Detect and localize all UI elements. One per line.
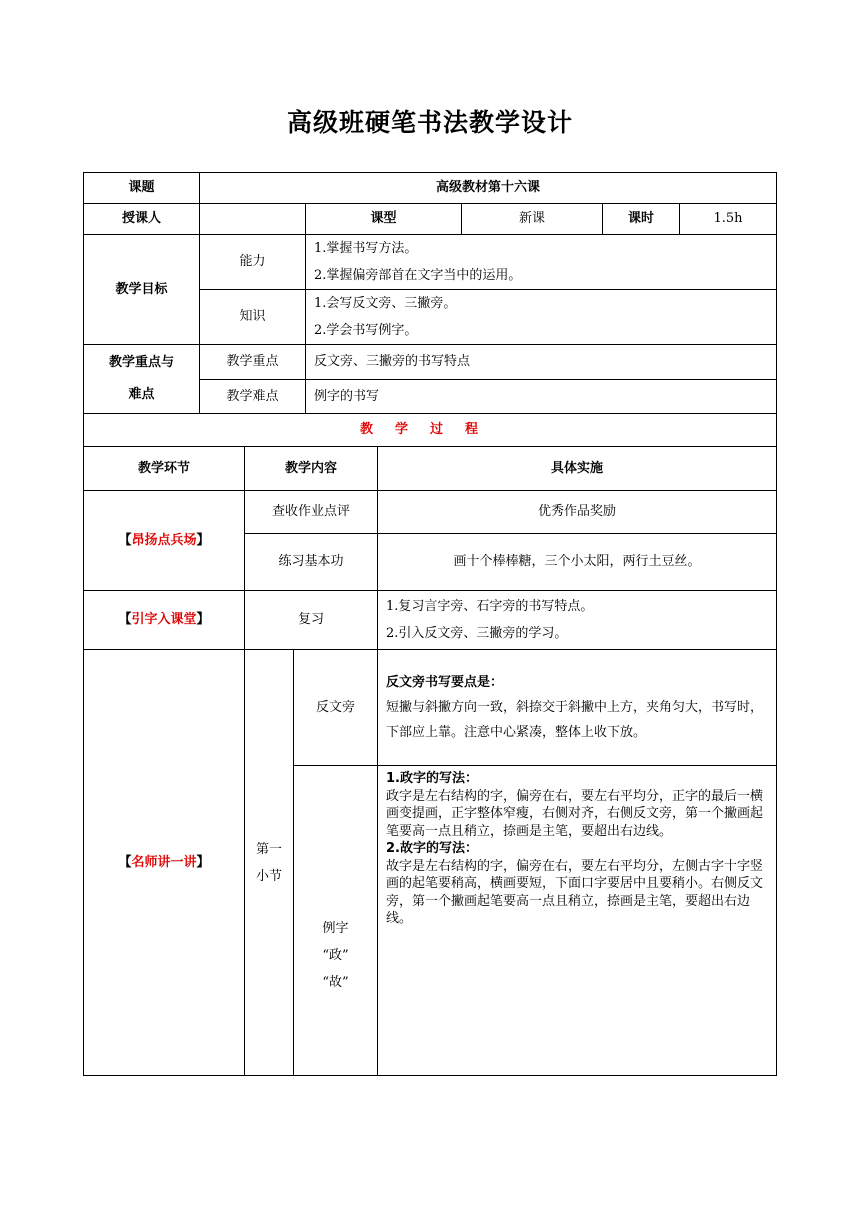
- header-section: 教学环节: [84, 447, 245, 491]
- topic-value: 高级教材第十六课: [200, 173, 777, 204]
- process-header-row: [84, 447, 777, 491]
- section2-content: 复习: [245, 591, 378, 650]
- teacher-value: [200, 204, 306, 235]
- example1-heading: 1.政字的写法：: [386, 771, 478, 786]
- section3-name: 名师讲一讲: [131, 854, 197, 870]
- duration-label: 课时: [603, 204, 680, 235]
- focus-row: [84, 345, 777, 380]
- key-points-label-line1: 教学重点与: [108, 355, 174, 370]
- section2-items: [378, 591, 777, 650]
- focus-label: 教学重点: [200, 345, 306, 380]
- header-content: 教学内容: [245, 447, 378, 491]
- ability-item: 1.掌握书写方法。: [314, 241, 418, 256]
- section1-impl-1: 优秀作品奖励: [378, 491, 777, 534]
- radical-text: 短撇与斜撇方向一致，斜捺交于斜撇中上方，夹角匀大，书写时，下部应上靠。注意中心紧凑，整体上收下放。: [386, 700, 764, 740]
- key-points-label-line2: 难点: [128, 387, 155, 402]
- section1-row-1: [84, 491, 777, 534]
- knowledge-label: 知识: [200, 290, 306, 345]
- goals-ability-row: [84, 235, 777, 290]
- page-title: 高级班硬笔书法教学设计: [286, 108, 573, 137]
- process-title: 教学过程: [84, 414, 777, 447]
- examples-label: 例字 “政” “故”: [294, 766, 378, 1076]
- ability-label: 能力: [200, 235, 306, 290]
- duration-value: 1.5h: [680, 204, 777, 235]
- lesson-type-label: 课型: [306, 204, 462, 235]
- section2-title: 【引字入课堂】: [84, 591, 245, 650]
- key-points-label: [84, 345, 200, 414]
- radical-heading: 反文旁书写要点是：: [386, 675, 504, 690]
- example2-heading: 2.故字的写法：: [386, 841, 478, 857]
- section3-row-1: [84, 650, 777, 766]
- radical-description: [378, 650, 777, 766]
- subsection-label: 第一 小节: [245, 650, 294, 1076]
- difficulty-label: 教学难点: [200, 380, 306, 414]
- teacher-label: 授课人: [84, 204, 200, 235]
- info-row: [84, 204, 777, 235]
- section2-row: [84, 591, 777, 650]
- topic-row: [84, 173, 777, 204]
- topic-label: 课题: [84, 173, 200, 204]
- section3-title: 【名师讲一讲】: [84, 650, 245, 1076]
- header-implementation: 具体实施: [378, 447, 777, 491]
- section1-title: 【昂扬点兵场】: [84, 491, 245, 591]
- section1-impl-2: 画十个棒棒糖，三个小太阳，两行土豆丝。: [378, 534, 777, 591]
- section1-name: 昂扬点兵场: [131, 532, 197, 548]
- section2-item: 2.引入反文旁、三撇旁的学习。: [386, 626, 568, 641]
- ability-item: 2.掌握偏旁部首在文字当中的运用。: [314, 268, 522, 283]
- lesson-plan-table: [83, 172, 777, 1076]
- section2-name: 引字入课堂: [131, 612, 197, 628]
- lesson-type-value: 新课: [462, 204, 603, 235]
- ability-items: [306, 235, 777, 290]
- section1-content-2: 练习基本功: [245, 534, 378, 591]
- knowledge-item: 1.会写反文旁、三撇旁。: [314, 296, 457, 311]
- goals-label: 教学目标: [84, 235, 200, 345]
- difficulty-value: 例字的书写: [306, 380, 777, 414]
- example1-text: 政字是左右结构的字，偏旁在右，要左右平均分，正字的最后一横画变提画，正字整体窄瘦，右侧对齐，右侧反文旁，第一个撇画起笔要高一点且稍立，捺画是主笔，要超出右边线。: [386, 788, 764, 839]
- process-title-row: [84, 414, 777, 447]
- examples-description: [378, 766, 777, 1076]
- example2-text: 故字是左右结构的字，偏旁在右，要左右平均分，左侧古字十字竖画的起笔要稍高，横画要短，下面口字要居中且要稍小。右侧反文旁，第一个撇画起笔要高一点且稍立，捺画是主笔，要超出右边线。: [386, 858, 764, 927]
- section2-item: 1.复习言字旁、石字旁的书写特点。: [386, 599, 594, 614]
- knowledge-item: 2.学会书写例字。: [314, 323, 418, 338]
- radical-label: 反文旁: [294, 650, 378, 766]
- knowledge-items: [306, 290, 777, 345]
- section1-content-1: 查收作业点评: [245, 491, 378, 534]
- focus-value: 反文旁、三撇旁的书写特点: [306, 345, 777, 380]
